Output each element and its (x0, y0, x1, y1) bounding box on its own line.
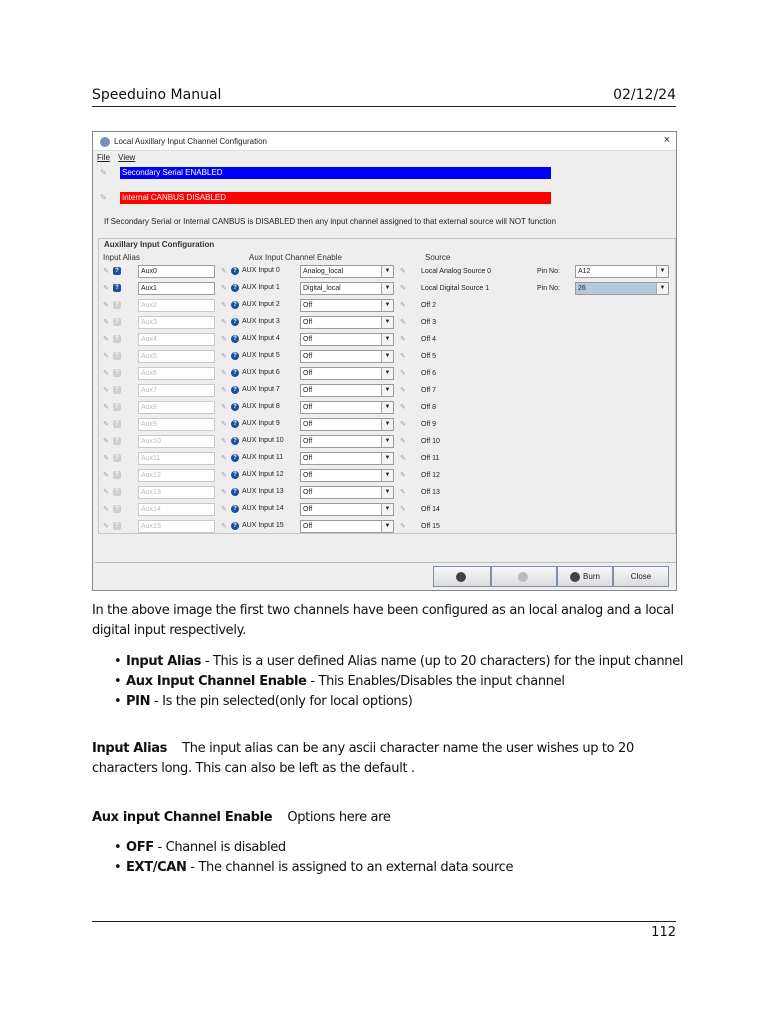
channel-row (93, 416, 678, 433)
aux-input-label: AUX Input 5 (242, 352, 280, 359)
close-icon[interactable]: × (663, 134, 670, 146)
alias-text: The input alias can be any ascii character name the user wishes up to 20 characters long. This can also be left as the default . (92, 741, 634, 776)
pencil-icon: ✎ (100, 168, 107, 177)
aux-input-label: AUX Input 7 (242, 386, 280, 393)
enable-term: Aux input Channel Enable (92, 810, 273, 825)
pin-label: Pin No: (537, 268, 560, 275)
menu-file[interactable]: File (97, 153, 110, 162)
pencil-icon[interactable]: ✎ (400, 370, 406, 377)
dropdown-arrow-icon: ▼ (381, 300, 393, 311)
enable-value: Off (303, 353, 313, 360)
window-title: Local Auxillary Input Channel Configuration (114, 137, 267, 146)
pin-label: Pin No: (537, 285, 560, 292)
undo-button[interactable] (433, 566, 491, 587)
help-icon[interactable]: ? (113, 284, 121, 292)
dropdown-arrow-icon: ▼ (656, 283, 668, 294)
alias-input[interactable]: Aux9 (138, 418, 215, 431)
pencil-icon[interactable]: ✎ (103, 438, 109, 445)
aux-input-label: AUX Input 4 (242, 335, 280, 342)
pin-select[interactable] (575, 265, 669, 278)
pin-value: 26 (578, 285, 586, 292)
pencil-icon[interactable]: ✎ (400, 472, 406, 479)
enable-select[interactable] (300, 367, 394, 380)
pencil-icon[interactable]: ✎ (103, 353, 109, 360)
pencil-icon[interactable]: ✎ (221, 438, 227, 445)
enable-select[interactable] (300, 469, 394, 482)
alias-input[interactable]: Aux10 (138, 435, 215, 448)
dropdown-arrow-icon: ▼ (381, 453, 393, 464)
window-titlebar (93, 132, 676, 151)
pin-select[interactable] (575, 282, 669, 295)
pencil-icon[interactable]: ✎ (103, 319, 109, 326)
channel-row (93, 467, 678, 484)
intro-paragraph: In the above image the first two channels have been configured as an local analog and a local digital input respectively. (92, 603, 674, 638)
pencil-icon[interactable]: ✎ (400, 506, 406, 513)
source-label: Off 7 (421, 387, 437, 394)
help-icon[interactable]: ? (231, 505, 239, 513)
help-icon[interactable]: ? (113, 318, 121, 326)
channel-row (93, 399, 678, 416)
dropdown-arrow-icon: ▼ (381, 504, 393, 515)
enable-value: Off (303, 523, 313, 530)
help-icon[interactable]: ? (231, 301, 239, 309)
pencil-icon[interactable]: ✎ (221, 489, 227, 496)
alias-input[interactable]: Aux8 (138, 401, 215, 414)
enable-select[interactable] (300, 401, 394, 414)
enable-value: Off (303, 506, 313, 513)
redo-icon (518, 572, 528, 582)
enable-value: Off (303, 302, 313, 309)
help-icon[interactable]: ? (231, 454, 239, 462)
alias-input[interactable]: Aux6 (138, 367, 215, 380)
source-label: Off 4 (421, 336, 437, 343)
menu-bar (97, 153, 141, 162)
aux-input-label: AUX Input 6 (242, 369, 280, 376)
dropdown-arrow-icon: ▼ (381, 334, 393, 345)
app-icon (100, 137, 110, 147)
close-label: Close (630, 572, 652, 581)
channel-row (93, 518, 678, 535)
help-icon[interactable]: ? (113, 437, 121, 445)
alias-input[interactable]: Aux7 (138, 384, 215, 397)
enable-select[interactable] (300, 486, 394, 499)
help-icon[interactable]: ? (113, 471, 121, 479)
enable-select[interactable] (300, 384, 394, 397)
dropdown-arrow-icon: ▼ (381, 402, 393, 413)
alias-input[interactable]: Aux0 (138, 265, 215, 278)
pencil-icon[interactable]: ✎ (400, 285, 406, 292)
aux-input-label: AUX Input 13 (242, 488, 284, 495)
enable-select[interactable] (300, 333, 394, 346)
footer-rule (92, 921, 676, 922)
alias-input[interactable]: Aux3 (138, 316, 215, 329)
pencil-icon[interactable]: ✎ (400, 319, 406, 326)
alias-input[interactable]: Aux5 (138, 350, 215, 363)
enable-value: Off (303, 438, 313, 445)
help-icon[interactable]: ? (113, 335, 121, 343)
pencil-icon[interactable]: ✎ (103, 285, 109, 292)
pencil-icon[interactable]: ✎ (400, 489, 406, 496)
help-icon[interactable]: ? (113, 386, 121, 394)
channel-row (93, 331, 678, 348)
enable-select[interactable] (300, 350, 394, 363)
help-icon[interactable]: ? (231, 369, 239, 377)
pencil-icon[interactable]: ✎ (103, 455, 109, 462)
enable-select[interactable] (300, 418, 394, 431)
source-notice: If Secondary Serial or Internal CANBUS is DISABLED then any input channel assigned to that external source will NOT function (104, 217, 557, 226)
close-button[interactable] (613, 566, 669, 587)
pencil-icon[interactable]: ✎ (400, 387, 406, 394)
running-header-title: Speeduino Manual (92, 87, 222, 103)
channel-row (93, 484, 678, 501)
aux-input-label: AUX Input 9 (242, 420, 280, 427)
enable-value: Off (303, 489, 313, 496)
dropdown-arrow-icon: ▼ (381, 436, 393, 447)
channel-row (93, 450, 678, 467)
pencil-icon[interactable]: ✎ (400, 302, 406, 309)
pencil-icon[interactable]: ✎ (400, 353, 406, 360)
dropdown-arrow-icon: ▼ (381, 419, 393, 430)
col-input-alias: Input Alias (103, 253, 140, 262)
source-label: Off 9 (421, 421, 437, 428)
aux-input-label: AUX Input 8 (242, 403, 280, 410)
source-label: Off 13 (421, 489, 440, 496)
help-icon[interactable]: ? (231, 420, 239, 428)
source-label: Off 6 (421, 370, 437, 377)
dropdown-arrow-icon: ▼ (381, 283, 393, 294)
alias-input[interactable]: Aux2 (138, 299, 215, 312)
help-icon[interactable]: ? (113, 522, 121, 530)
source-label: Off 12 (421, 472, 440, 479)
col-source: Source (425, 253, 451, 262)
dropdown-arrow-icon: ▼ (381, 470, 393, 481)
alias-input[interactable]: Aux1 (138, 282, 215, 295)
enable-select[interactable] (300, 452, 394, 465)
channel-row (93, 314, 678, 331)
pencil-icon[interactable]: ✎ (400, 523, 406, 530)
aux-input-label: AUX Input 15 (242, 522, 284, 529)
enable-value: Off (303, 472, 313, 479)
help-icon[interactable]: ? (231, 386, 239, 394)
dropdown-arrow-icon: ▼ (656, 266, 668, 277)
secondary-serial-status: Secondary Serial ENABLED (120, 167, 551, 179)
pencil-icon[interactable]: ✎ (221, 387, 227, 394)
help-icon[interactable]: ? (231, 471, 239, 479)
source-label: Off 15 (421, 523, 440, 530)
enable-text: Options here are (287, 810, 391, 825)
dropdown-arrow-icon: ▼ (381, 266, 393, 277)
help-icon[interactable]: ? (113, 454, 121, 462)
alias-input[interactable]: Aux13 (138, 486, 215, 499)
channel-row (93, 280, 678, 297)
pencil-icon[interactable]: ✎ (103, 404, 109, 411)
pencil-icon[interactable]: ✎ (221, 455, 227, 462)
enable-select[interactable] (300, 299, 394, 312)
source-label: Local Digital Source 1 (421, 285, 490, 292)
alias-term: Input Alias (92, 741, 168, 756)
pencil-icon[interactable]: ✎ (400, 455, 406, 462)
enable-value: Analog_local (303, 268, 344, 275)
header-rule (92, 106, 676, 107)
pencil-icon[interactable]: ✎ (103, 489, 109, 496)
enable-select[interactable] (300, 316, 394, 329)
help-icon[interactable]: ? (113, 488, 121, 496)
alias-input[interactable]: Aux4 (138, 333, 215, 346)
enable-select[interactable] (300, 265, 394, 278)
pencil-icon[interactable]: ✎ (221, 353, 227, 360)
canbus-status: Internal CANBUS DISABLED (120, 192, 551, 204)
alias-input[interactable]: Aux11 (138, 452, 215, 465)
undo-icon (456, 572, 466, 582)
pencil-icon[interactable]: ✎ (103, 370, 109, 377)
dropdown-arrow-icon: ▼ (381, 351, 393, 362)
page-number: 112 (651, 925, 676, 940)
channel-row (93, 501, 678, 518)
pencil-icon[interactable]: ✎ (103, 302, 109, 309)
alias-paragraph (92, 739, 684, 779)
pencil-icon[interactable]: ✎ (400, 268, 406, 275)
help-icon[interactable]: ? (231, 522, 239, 530)
alias-input[interactable]: Aux12 (138, 469, 215, 482)
enable-value: Off (303, 336, 313, 343)
help-icon[interactable]: ? (113, 420, 121, 428)
help-icon[interactable]: ? (113, 301, 121, 309)
alias-input[interactable]: Aux14 (138, 503, 215, 516)
group-title: Auxillary Input Configuration (104, 240, 215, 249)
channel-row (93, 263, 678, 280)
pencil-icon[interactable]: ✎ (221, 523, 227, 530)
dropdown-arrow-icon: ▼ (381, 487, 393, 498)
alias-input[interactable]: Aux15 (138, 520, 215, 533)
enable-paragraph (92, 808, 684, 828)
source-label: Local Analog Source 0 (421, 268, 492, 275)
pencil-icon[interactable]: ✎ (103, 336, 109, 343)
enable-value: Off (303, 404, 313, 411)
help-icon[interactable]: ? (113, 267, 121, 275)
divider (95, 562, 676, 563)
enable-select[interactable] (300, 282, 394, 295)
enable-select[interactable] (300, 435, 394, 448)
pencil-icon[interactable]: ✎ (103, 523, 109, 530)
channel-row (93, 297, 678, 314)
pencil-icon[interactable]: ✎ (221, 285, 227, 292)
help-icon[interactable]: ? (113, 352, 121, 360)
help-icon[interactable]: ? (113, 369, 121, 377)
aux-input-label: AUX Input 14 (242, 505, 284, 512)
enable-value: Off (303, 455, 313, 462)
help-icon[interactable]: ? (231, 267, 239, 275)
running-header-date: 02/12/24 (613, 87, 676, 103)
help-icon[interactable]: ? (231, 335, 239, 343)
pencil-icon[interactable]: ✎ (103, 472, 109, 479)
dropdown-arrow-icon: ▼ (381, 385, 393, 396)
aux-input-label: AUX Input 2 (242, 301, 280, 308)
pencil-icon[interactable]: ✎ (103, 506, 109, 513)
source-label: Off 10 (421, 438, 440, 445)
help-icon[interactable]: ? (231, 352, 239, 360)
redo-button[interactable] (491, 566, 557, 587)
pencil-icon: ✎ (100, 193, 107, 202)
dropdown-arrow-icon: ▼ (381, 317, 393, 328)
enable-select[interactable] (300, 503, 394, 516)
source-label: Off 11 (421, 455, 440, 462)
burn-label: Burn (583, 572, 600, 581)
aux-input-label: AUX Input 1 (242, 284, 280, 291)
enable-value: Off (303, 421, 313, 428)
pencil-icon[interactable]: ✎ (400, 421, 406, 428)
pencil-icon[interactable]: ✎ (103, 268, 109, 275)
aux-input-label: AUX Input 3 (242, 318, 280, 325)
source-label: Off 14 (421, 506, 440, 513)
pencil-icon[interactable]: ✎ (221, 404, 227, 411)
help-icon[interactable]: ? (231, 284, 239, 292)
pencil-icon[interactable]: ✎ (103, 421, 109, 428)
pencil-icon[interactable]: ✎ (103, 387, 109, 394)
pencil-icon[interactable]: ✎ (221, 319, 227, 326)
pencil-icon[interactable]: ✎ (221, 506, 227, 513)
channel-row (93, 433, 678, 450)
enable-value: Digital_local (303, 285, 341, 292)
channel-row (93, 348, 678, 365)
pencil-icon[interactable]: ✎ (221, 370, 227, 377)
help-icon[interactable]: ? (231, 403, 239, 411)
burn-icon (570, 572, 580, 582)
pencil-icon[interactable]: ✎ (221, 336, 227, 343)
channel-row (93, 365, 678, 382)
pencil-icon[interactable]: ✎ (221, 268, 227, 275)
pin-value: A12 (578, 268, 591, 275)
menu-view[interactable]: View (118, 153, 136, 162)
burn-button[interactable] (557, 566, 613, 587)
aux-input-label: AUX Input 10 (242, 437, 284, 444)
source-label: Off 5 (421, 353, 437, 360)
help-icon[interactable]: ? (113, 505, 121, 513)
enable-value: Off (303, 370, 313, 377)
help-icon[interactable]: ? (113, 403, 121, 411)
pencil-icon[interactable]: ✎ (400, 336, 406, 343)
pencil-icon[interactable]: ✎ (221, 302, 227, 309)
pencil-icon[interactable]: ✎ (221, 472, 227, 479)
source-label: Off 8 (421, 404, 437, 411)
dropdown-arrow-icon: ▼ (381, 521, 393, 532)
pencil-icon[interactable]: ✎ (400, 438, 406, 445)
channel-row (93, 382, 678, 399)
pencil-icon[interactable]: ✎ (400, 404, 406, 411)
help-icon[interactable]: ? (231, 318, 239, 326)
pencil-icon[interactable]: ✎ (221, 421, 227, 428)
dropdown-arrow-icon: ▼ (381, 368, 393, 379)
screenshot-window (92, 131, 677, 591)
enable-select[interactable] (300, 520, 394, 533)
aux-input-label: AUX Input 11 (242, 454, 284, 461)
enable-value: Off (303, 387, 313, 394)
source-label: Off 3 (421, 319, 437, 326)
aux-input-label: AUX Input 0 (242, 267, 280, 274)
aux-input-label: AUX Input 12 (242, 471, 284, 478)
source-label: Off 2 (421, 302, 437, 309)
help-icon[interactable]: ? (231, 437, 239, 445)
help-icon[interactable]: ? (231, 488, 239, 496)
enable-value: Off (303, 319, 313, 326)
col-enable: Aux Input Channel Enable (249, 253, 342, 262)
